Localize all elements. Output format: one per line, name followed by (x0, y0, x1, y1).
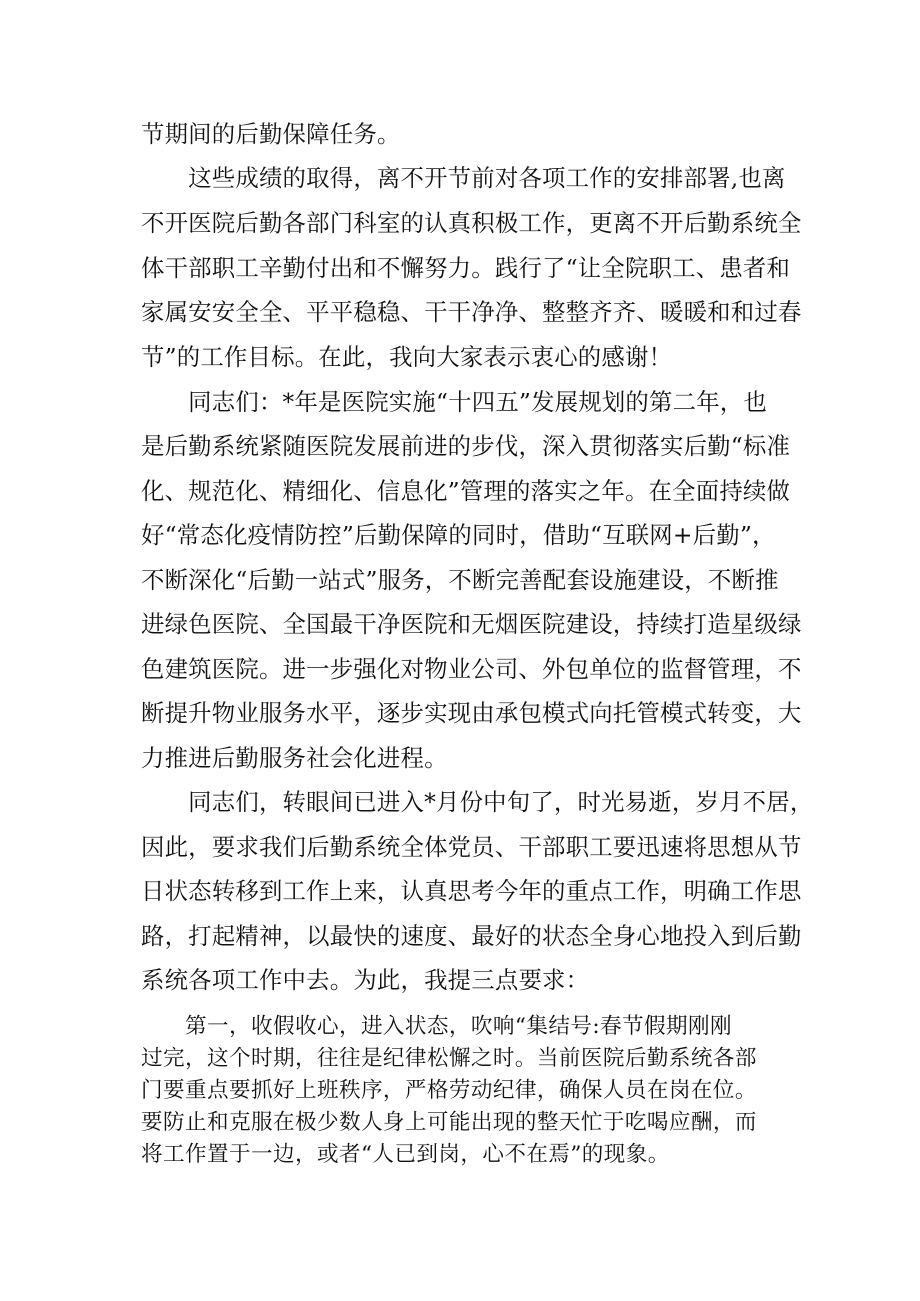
text-line: 进绿色医院、全国最干净医院和无烟医院建设，持续打造星级绿 (141, 610, 802, 638)
text-line: 过完，这个时期，往往是纪律松懈之时。当前医院后勤系统各部 (141, 1046, 757, 1071)
text-line: 第一，收假收心，进入状态，吹响“集结号:春节假期刚刚 (141, 1014, 732, 1039)
text-line: 节期间的后勤保障任务。 (141, 120, 401, 148)
text-line: 好“常态化疫情防控”后勤保障的同时，借助“互联网+后勤”， (141, 521, 776, 549)
text-line: 力推进后勤服务社会化进程。 (141, 744, 448, 772)
text-line: 化、规范化、精细化、信息化”管理的落实之年。在全面持续做 (141, 477, 791, 505)
text-line: 家属安安全全、平平稳稳、干干净净、整整齐齐、暖暖和和过春 (141, 298, 802, 326)
text-line: 同志们，转眼间已进入*月份中旬了，时光易逝，岁月不居， (141, 788, 814, 816)
text-line: 断提升物业服务水平，逐步实现由承包模式向托管模式转变，大 (141, 699, 802, 727)
text-line: 路，打起精神，以最快的速度、最好的状态全身心地投入到后勤 (141, 922, 802, 950)
text-line: 这些成绩的取得，离不开节前对各项工作的安排部署,也离 (141, 164, 786, 192)
text-line: 色建筑医院。进一步强化对物业公司、外包单位的监督管理，不 (141, 655, 802, 683)
text-line: 要防止和克服在极少数人身上可能出现的整天忙于吃喝应酬，而 (141, 1110, 757, 1135)
text-line: 系统各项工作中去。为此，我提三点要求： (141, 966, 590, 994)
text-line: 不断深化“后勤一站式”服务，不断完善配套设施建设，不断推 (141, 566, 779, 594)
text-line: 将工作置于一边，或者“人已到岗，心不在焉”的现象。 (141, 1142, 670, 1167)
text-line: 不开医院后勤各部门科室的认真积极工作，更离不开后勤系统全 (141, 209, 802, 237)
text-line: 因此，要求我们后勤系统全体党员、干部职工要迅速将思想从节 (141, 833, 802, 861)
text-line: 日状态转移到工作上来，认真思考今年的重点工作，明确工作思 (141, 877, 802, 905)
text-line: 节”的工作目标。在此，我向大家表示衷心的感谢！ (141, 343, 673, 371)
text-line: 是后勤系统紧随医院发展前进的步伐，深入贯彻落实后勤“标准 (141, 432, 791, 460)
text-line: 同志们：*年是医院实施“十四五”发展规划的第二年，也 (141, 388, 767, 416)
text-line: 门要重点要抓好上班秩序，严格劳动纪律，确保人员在岗在位。 (141, 1078, 757, 1103)
text-line: 体干部职工辛勤付出和不懈努力。践行了“让全院职工、患者和 (141, 254, 791, 282)
